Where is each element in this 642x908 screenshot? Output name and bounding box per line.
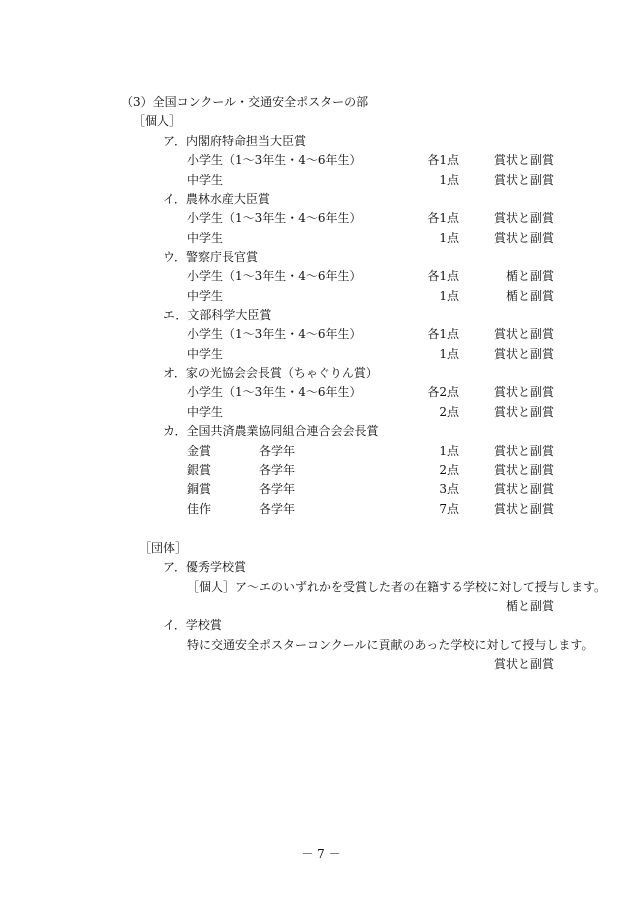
award-count: 各1点 (427, 211, 459, 225)
award-category: 中学生 (187, 231, 224, 245)
award-prize: 賞状と副賞 (493, 153, 554, 167)
award-title: オ．家の光協会会長賞（ちゃぐりん賞） (163, 366, 378, 380)
award-prize: 賞状と副賞 (493, 405, 554, 419)
award-prize: 楯と副賞 (505, 269, 554, 283)
award-grade: 各学年 (259, 463, 296, 477)
award-count: 各1点 (427, 269, 459, 283)
award-count: 1点 (439, 173, 459, 187)
award-count: 1点 (439, 444, 459, 458)
award-count: 1点 (439, 289, 459, 303)
award-count: 2点 (439, 463, 459, 477)
award-prize: 賞状と副賞 (493, 482, 554, 496)
award-category: 中学生 (187, 405, 224, 419)
award-count: 各1点 (427, 153, 459, 167)
individual-label: ［個人］ (133, 114, 182, 128)
award-title: イ．学校賞 (163, 618, 222, 632)
award-title: ウ．警察庁長官賞 (163, 250, 259, 264)
award-description: 特に交通安全ポスターコンクールに貢献のあった学校に対して授与します。 (187, 638, 594, 652)
award-category: 小学生（1～3年生・4～6年生） (187, 211, 362, 225)
group-label: ［団体］ (139, 541, 188, 555)
award-prize: 賞状と副賞 (493, 385, 554, 399)
award-category: 銅賞 (187, 482, 212, 496)
award-grade: 各学年 (259, 502, 296, 516)
award-count: 各1点 (427, 327, 459, 341)
award-category: 金賞 (187, 444, 212, 458)
award-grade: 各学年 (259, 444, 296, 458)
award-category: 中学生 (187, 347, 224, 361)
award-category: 佳作 (187, 502, 212, 516)
award-title: イ．農林水産大臣賞 (163, 192, 270, 206)
page-number: － 7 － (301, 847, 341, 861)
award-prize: 賞状と副賞 (493, 347, 554, 361)
award-prize: 賞状と副賞 (493, 173, 554, 187)
award-category: 小学生（1～3年生・4～6年生） (187, 153, 362, 167)
award-category: 中学生 (187, 289, 224, 303)
award-description: ［個人］ア～エのいずれかを受賞した者の在籍する学校に対して授与します。 (187, 580, 607, 594)
award-prize: 賞状と副賞 (493, 657, 554, 671)
award-count: 7点 (439, 502, 459, 516)
award-count: 1点 (439, 231, 459, 245)
award-category: 小学生（1～3年生・4～6年生） (187, 385, 362, 399)
award-prize: 賞状と副賞 (493, 211, 554, 225)
award-title: カ．全国共済農業協同組合連合会会長賞 (163, 424, 379, 438)
award-count: 1点 (439, 347, 459, 361)
award-category: 銀賞 (187, 463, 212, 477)
award-category: 中学生 (187, 173, 224, 187)
award-prize: 賞状と副賞 (493, 327, 554, 341)
award-prize: 楯と副賞 (505, 599, 554, 613)
award-category: 小学生（1～3年生・4～6年生） (187, 327, 362, 341)
award-prize: 楯と副賞 (505, 289, 554, 303)
award-title: エ．文部科学大臣賞 (163, 308, 272, 322)
award-count: 2点 (439, 405, 459, 419)
award-count: 各2点 (427, 385, 459, 399)
award-grade: 各学年 (259, 482, 296, 496)
award-prize: 賞状と副賞 (493, 231, 554, 245)
award-category: 小学生（1～3年生・4～6年生） (187, 269, 362, 283)
award-title: ア．内閣府特命担当大臣賞 (163, 134, 307, 148)
award-prize: 賞状と副賞 (493, 502, 554, 516)
award-prize: 賞状と副賞 (493, 444, 554, 458)
award-prize: 賞状と副賞 (493, 463, 554, 477)
award-count: 3点 (439, 482, 459, 496)
section-heading: （3）全国コンクール・交通安全ポスターの部 (121, 95, 369, 109)
award-title: ア．優秀学校賞 (163, 560, 247, 574)
